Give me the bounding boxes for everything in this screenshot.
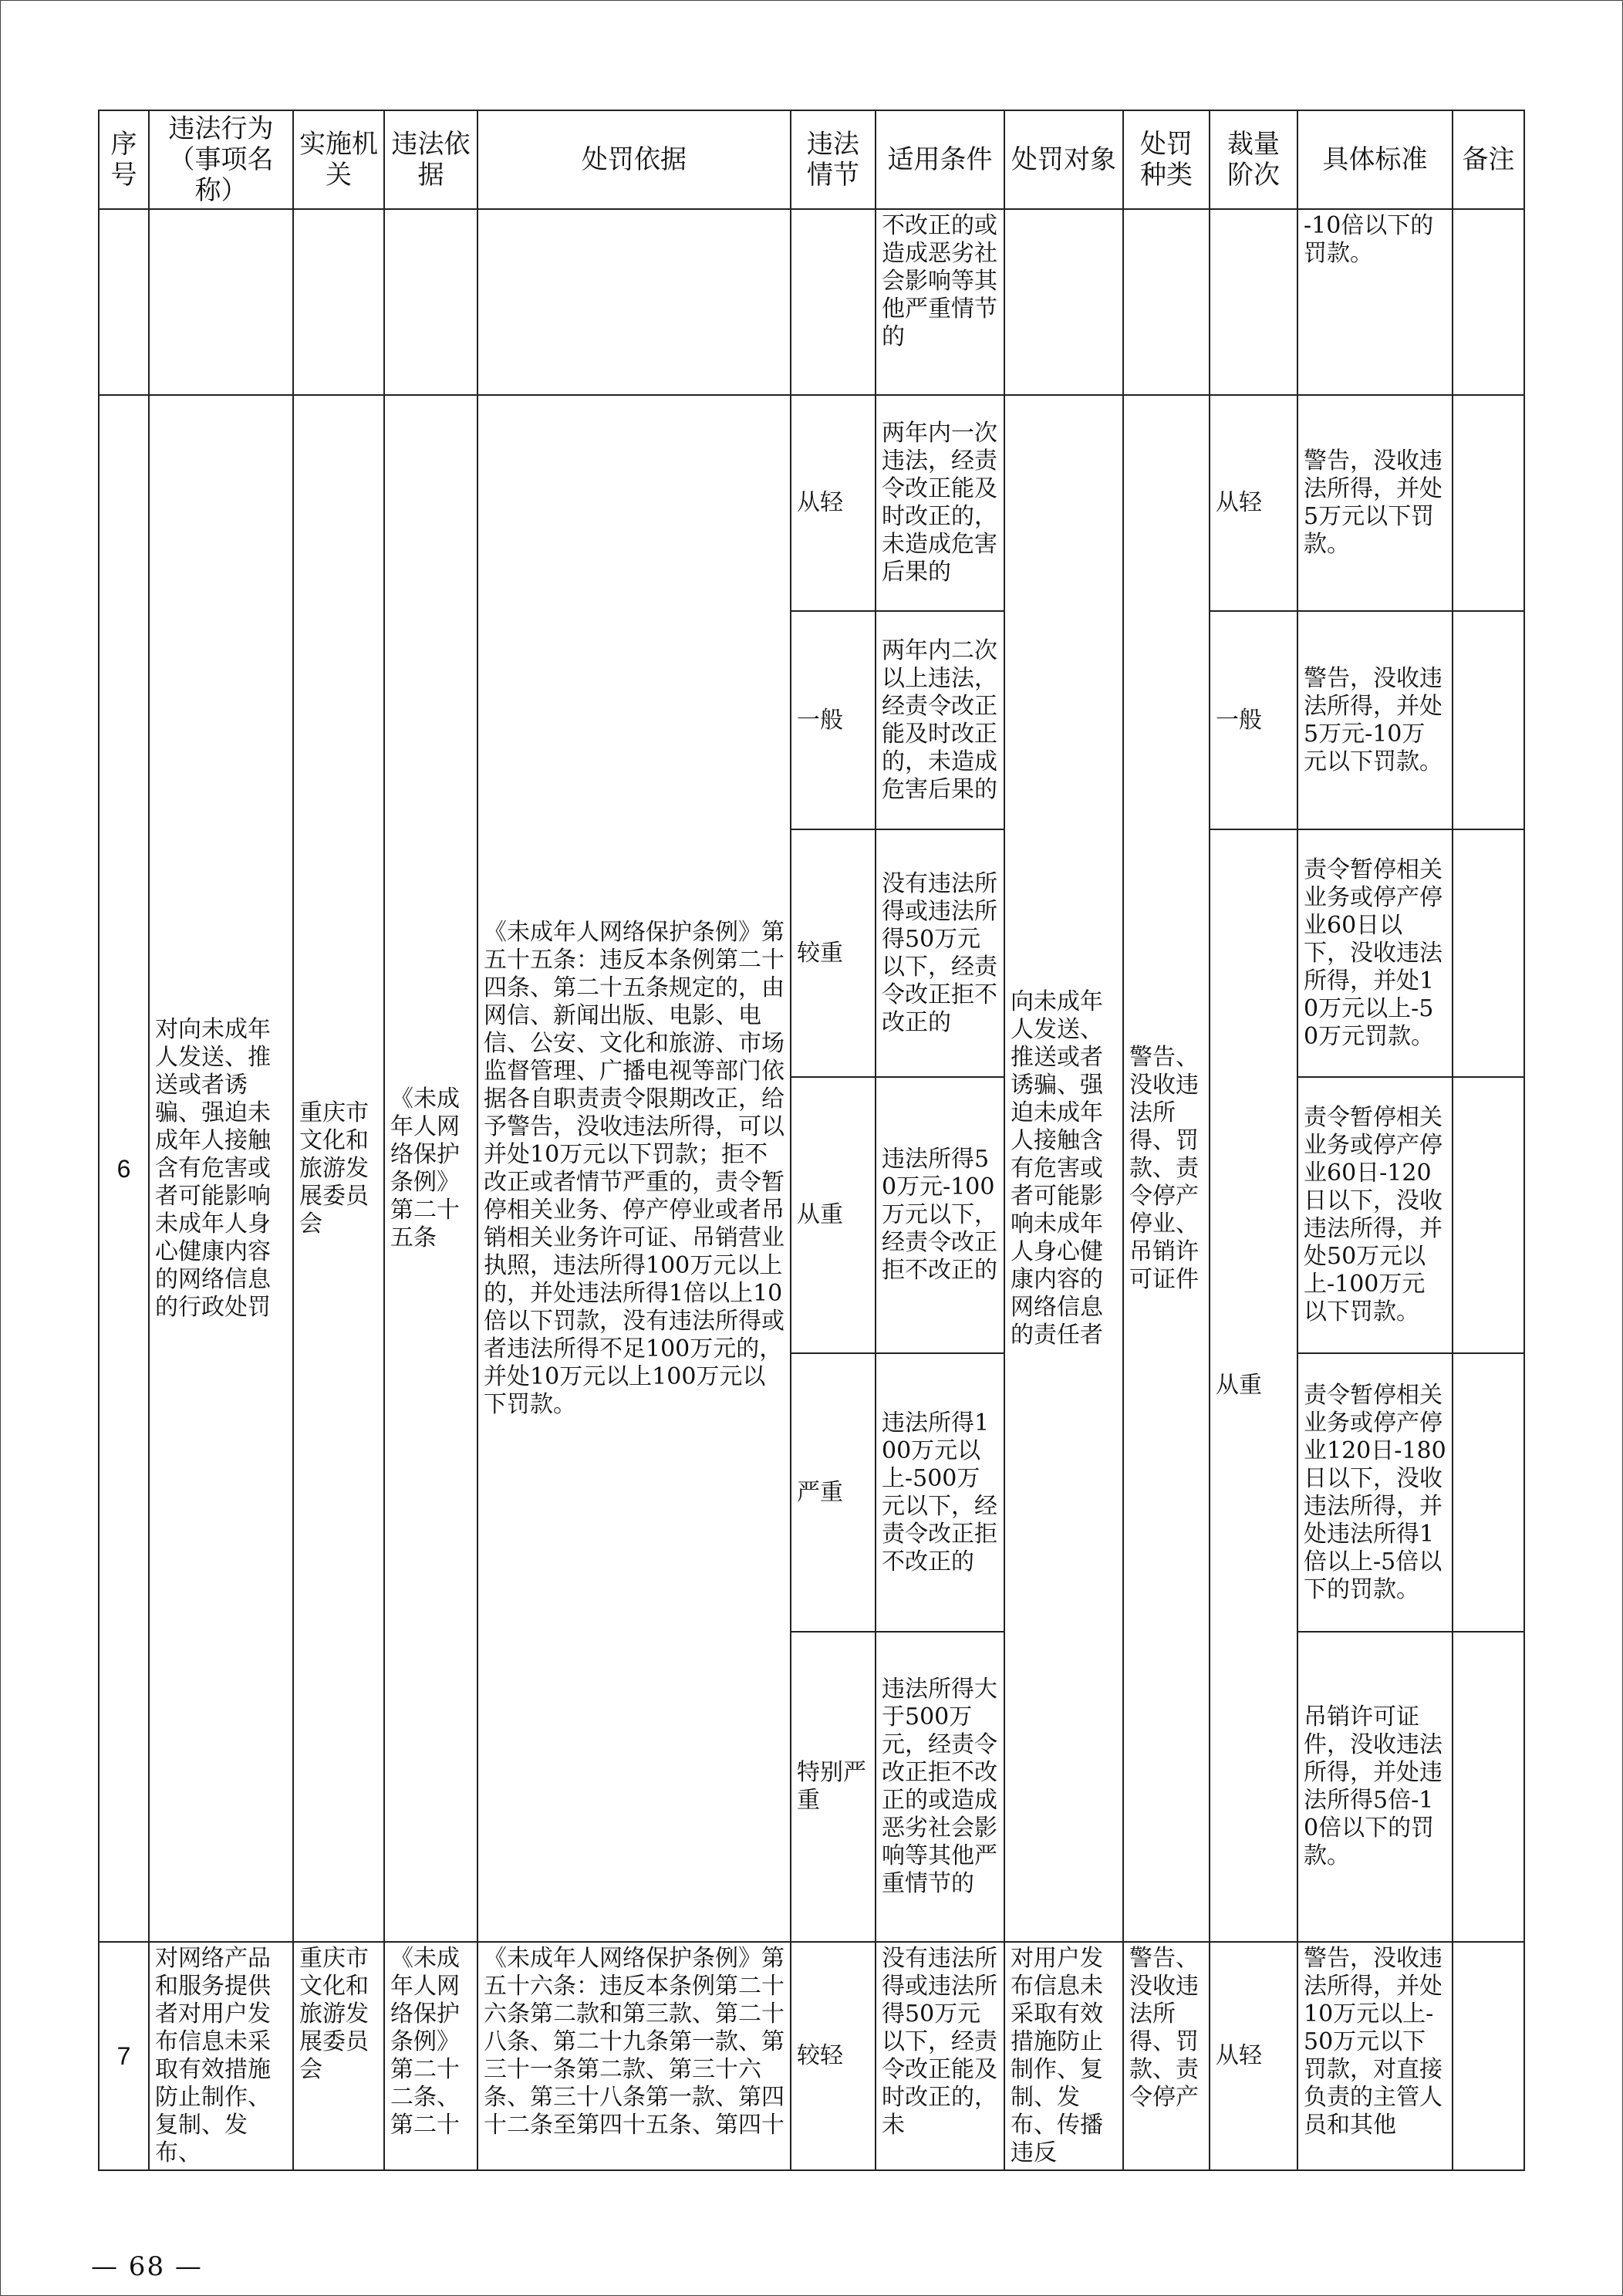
header-basis: 违法依据 [384,110,477,209]
basis-cell: 《未成年人网络保护条例》第二十二条、第二十 [384,1942,477,2170]
standard-cell: -10倍以下的罚款。 [1297,209,1453,395]
header-condition: 适用条件 [876,110,1004,209]
standard-cell: 责令暂停相关业务或停产停业60日以下，没收违法所得，并处10万元以上-50万元罚款。 [1297,829,1453,1077]
discretion-cell: 一般 [1210,611,1297,829]
condition-cell: 不改正的或造成恶劣社会影响等其他严重情节的 [876,209,1004,395]
agency-cell: 重庆市文化和旅游发展委员会 [293,1942,384,2170]
condition-cell: 违法所得50万元-100万元以下，经责令改正拒不改正的 [876,1077,1004,1353]
note-cell [1453,209,1524,395]
cell [791,209,876,395]
cell [477,209,791,395]
target-cell: 对用户发布信息未采取有效措施防止制作、复制、发布、传播违反 [1004,1942,1123,2170]
header-agency: 实施机关 [293,110,384,209]
cell [384,209,477,395]
page-number: — 68 — [91,2251,203,2282]
note-cell [1453,1942,1524,2170]
condition-cell: 没有违法所得或违法所得50万元以下，经责令改正能及时改正的，未 [876,1942,1004,2170]
standard-cell: 警告，没收违法所得，并处10万元以上-50万元以下罚款，对直接负责的主管人员和其他 [1297,1942,1453,2170]
standard-cell: 吊销许可证件，没收违法所得，并处违法所得5倍-10倍以下的罚款。 [1297,1632,1453,1942]
cell [1004,209,1123,395]
header-target: 处罚对象 [1004,110,1123,209]
cell [1210,209,1297,395]
header-circumstance: 违法情节 [791,110,876,209]
condition-cell: 两年内一次违法，经责令改正能及时改正的，未造成危害后果的 [876,395,1004,611]
note-cell [1453,1353,1524,1632]
cell [149,209,293,395]
header-behavior: 违法行为（事项名称） [149,110,293,209]
condition-cell: 两年内二次以上违法，经责令改正能及时改正的，未造成危害后果的 [876,611,1004,829]
penalty-basis-cell: 《未成年人网络保护条例》第五十六条：违反本条例第二十六条第二款和第三款、第二十八条、第二十九条第一款、第三十一条第二款、第三十六条、第三十八条第一款、第四十二条至第四十五条、第四十 [477,1942,791,2170]
standard-cell: 责令暂停相关业务或停产停业120日-180日以下，没收违法所得，并处违法所得1倍以上-5倍以下的罚款。 [1297,1353,1453,1632]
standard-cell: 责令暂停相关业务或停产停业60日-120日以下，没收违法所得，并处50万元以上-100万元以下罚款。 [1297,1077,1453,1353]
discretion-cell: 从重 [1210,829,1297,1942]
header-row [99,110,1524,209]
header-note: 备注 [1453,110,1524,209]
circumstance-cell: 从轻 [791,395,876,611]
behavior-cell: 对网络产品和服务提供者对用户发布信息未采取有效措施防止制作、复制、发布、 [149,1942,293,2170]
header-seq: 序号 [99,110,149,209]
basis-cell: 《未成年人网络保护条例》第二十五条 [384,395,477,1942]
penalty-type-cell: 警告、没收违法所得、罚款、责令停产 [1123,1942,1210,2170]
note-cell [1453,395,1524,611]
header-penalty-type: 处罚种类 [1123,110,1210,209]
cell [1123,209,1210,395]
condition-cell: 没有违法所得或违法所得50万元以下，经责令改正拒不改正的 [876,829,1004,1077]
condition-cell: 违法所得大于500万元，经责令改正拒不改正的或造成恶劣社会影响等其他严重情节的 [876,1632,1004,1942]
penalty-basis-cell: 《未成年人网络保护条例》第五十五条：违反本条例第二十四条、第二十五条规定的，由网信、新闻出版、电影、电信、公安、文化和旅游、市场监督管理、广播电视等部门依据各自职责责令限期改正，给予警告，没收违法所得，可以并处10万元以下罚款；拒不改正或者情节严重的，责令暂停相关业务、停产停业或者吊销相关业务许可证、吊销营业执照，违法所得100万元以上的，并处违法所得1倍以上10倍以下罚款，没有违法所得或者违法所得不足100万元的，并处10万元以上100万元以下罚款。 [477,395,791,1942]
penalty-type-cell: 警告、没收违法所得、罚款、责令停产停业、吊销许可证件 [1123,395,1210,1942]
circumstance-cell: 较重 [791,829,876,1077]
table-row-7 [99,1942,1524,2170]
note-cell [1453,1077,1524,1353]
discretion-cell: 从轻 [1210,395,1297,611]
note-cell [1453,1632,1524,1942]
header-standard: 具体标准 [1297,110,1453,209]
circumstance-cell: 特别严重 [791,1632,876,1942]
table-row-6 [99,395,1524,611]
target-cell: 向未成年人发送、推送或者诱骗、强迫未成年人接触含有危害或者可能影响未成年人身心健康内容的网络信息的责任者 [1004,395,1123,1942]
seq-cell: 6 [99,395,149,1942]
standard-cell: 警告，没收违法所得，并处5万元-10万元以下罚款。 [1297,611,1453,829]
circumstance-cell: 严重 [791,1353,876,1632]
circumstance-cell: 一般 [791,611,876,829]
circumstance-cell: 较轻 [791,1942,876,2170]
note-cell [1453,829,1524,1077]
note-cell [1453,611,1524,829]
circumstance-cell: 从重 [791,1077,876,1353]
cell [99,209,149,395]
seq-cell: 7 [99,1942,149,2170]
header-penalty-basis: 处罚依据 [477,110,791,209]
discretion-cell: 从轻 [1210,1942,1297,2170]
standard-cell: 警告，没收违法所得，并处5万元以下罚款。 [1297,395,1453,611]
behavior-cell: 对向未成年人发送、推送或者诱骗、强迫未成年人接触含有危害或者可能影响未成年人身心健康内容的网络信息的行政处罚 [149,395,293,1942]
condition-cell: 违法所得100万元以上-500万元以下，经责令改正拒不改正的 [876,1353,1004,1632]
header-discretion: 裁量阶次 [1210,110,1297,209]
agency-cell: 重庆市文化和旅游发展委员会 [293,395,384,1942]
cell [293,209,384,395]
penalty-discretion-table [98,110,1525,2171]
table-row-continuation [99,209,1524,395]
